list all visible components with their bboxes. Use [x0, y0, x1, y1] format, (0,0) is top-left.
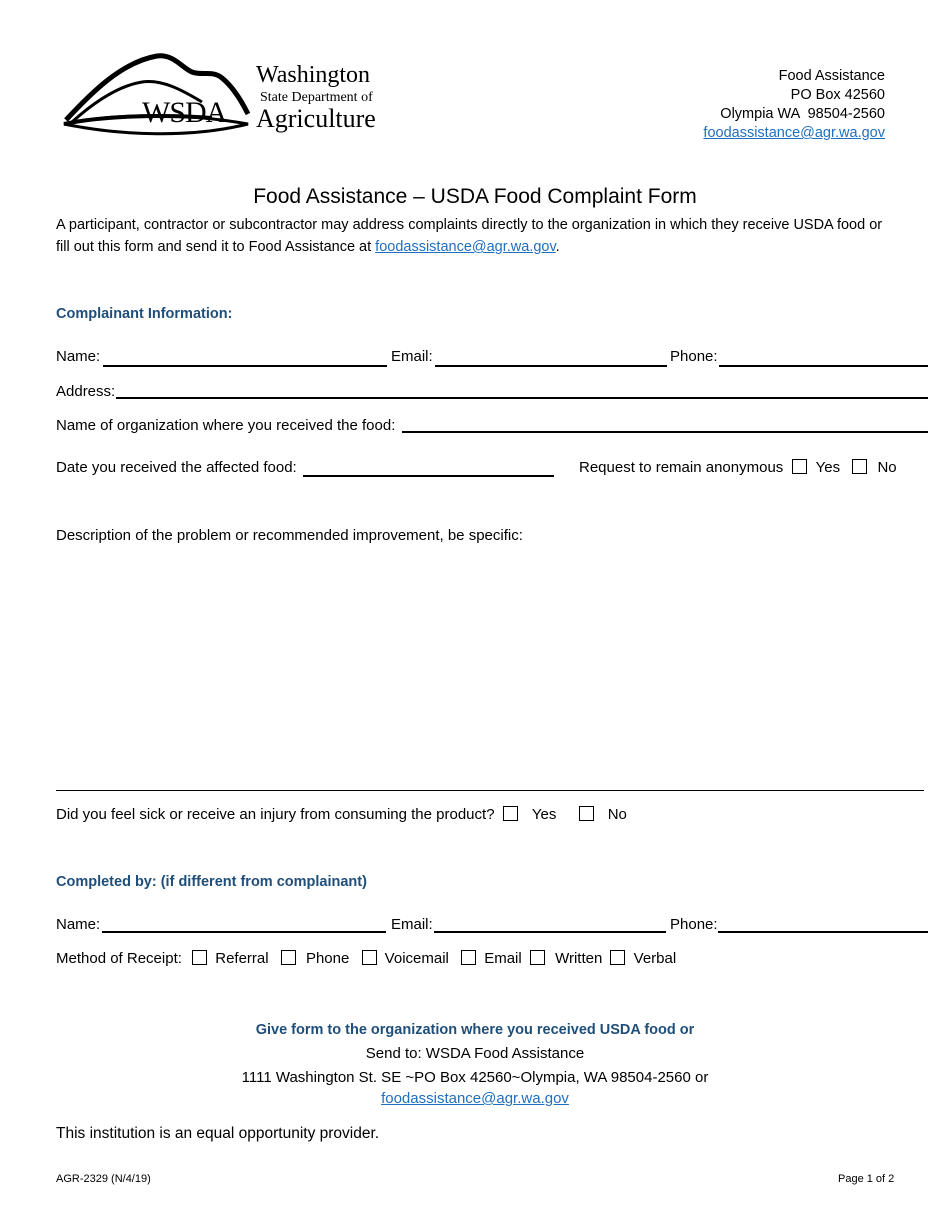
- email-field[interactable]: [435, 365, 667, 367]
- method-written-label: Written: [555, 950, 603, 967]
- form-id: AGR-2329 (N/4/19): [56, 1173, 151, 1185]
- anonymous-request: [579, 459, 897, 476]
- method-phone-checkbox[interactable]: [281, 950, 296, 965]
- org-field[interactable]: [402, 431, 928, 433]
- address-label: Address:: [56, 383, 116, 400]
- method-referral-checkbox[interactable]: [192, 950, 207, 965]
- method-of-receipt: [56, 950, 676, 967]
- anonymous-label: Request to remain anonymous: [579, 459, 784, 476]
- intro-end: .: [555, 239, 560, 255]
- sick-no-label: No: [607, 806, 627, 823]
- intro-text: A participant, contractor or subcontractor may address complaints directly to the organization in which they receive USDA food or fill out this form and send it to Food Assistance at: [56, 217, 883, 255]
- header-address: [703, 67, 885, 143]
- completed-phone-field[interactable]: [718, 931, 928, 933]
- method-voicemail-checkbox[interactable]: [362, 950, 377, 965]
- sick-no-checkbox[interactable]: [579, 806, 594, 821]
- address-box: PO Box 42560: [790, 87, 885, 103]
- page-number: Page 1 of 2: [838, 1173, 895, 1185]
- phone-field[interactable]: [719, 365, 928, 367]
- name-label: Name:: [56, 348, 101, 365]
- logo-line1: Washington: [256, 62, 371, 88]
- header-email-link[interactable]: foodassistance@agr.wa.gov: [703, 125, 885, 141]
- sick-label: Did you feel sick or receive an injury from consuming the product?: [56, 806, 495, 823]
- wsda-logo: [62, 52, 382, 142]
- completed-heading: Completed by: (if different from complainant): [56, 874, 367, 890]
- description-bottom-rule: [56, 790, 924, 791]
- completed-name-field[interactable]: [102, 931, 386, 933]
- submission-address: 1111 Washington St. SE ~PO Box 42560~Olympia, WA 98504-2560 or: [241, 1069, 709, 1086]
- method-phone-label: Phone: [305, 950, 350, 967]
- completed-email-field[interactable]: [434, 931, 666, 933]
- completed-name-label: Name:: [56, 916, 101, 933]
- sick-question: [56, 806, 627, 823]
- address-org: Food Assistance: [778, 68, 885, 84]
- method-email-label: Email: [484, 950, 522, 967]
- address-field[interactable]: [116, 397, 928, 399]
- intro-email-link[interactable]: foodassistance@agr.wa.gov: [375, 239, 556, 255]
- method-label: Method of Receipt:: [56, 950, 182, 967]
- anonymous-no-checkbox[interactable]: [852, 459, 867, 474]
- complainant-heading: Complainant Information:: [56, 306, 233, 322]
- completed-email-label: Email:: [391, 916, 433, 933]
- submission-heading: Give form to the organization where you received USDA food or: [255, 1022, 695, 1038]
- description-label: Description of the problem or recommended improvement, be specific:: [56, 527, 523, 544]
- submission-email-link[interactable]: foodassistance@agr.wa.gov: [381, 1090, 569, 1107]
- logo-abbr: WSDA: [142, 96, 227, 129]
- sick-yes-label: Yes: [531, 806, 557, 823]
- sick-yes-checkbox[interactable]: [503, 806, 518, 821]
- completed-phone-label: Phone:: [670, 916, 718, 933]
- method-voicemail-label: Voicemail: [384, 950, 449, 967]
- address-city: Olympia WA 98504-2560: [720, 106, 885, 122]
- intro-paragraph: [56, 214, 886, 258]
- method-written-checkbox[interactable]: [530, 950, 545, 965]
- equal-opportunity-statement: This institution is an equal opportunity provider.: [56, 1125, 380, 1142]
- page-title: Food Assistance – USDA Food Complaint Form: [253, 185, 697, 208]
- description-area[interactable]: [56, 550, 924, 790]
- method-verbal-checkbox[interactable]: [610, 950, 625, 965]
- submission-instructions: [0, 1018, 950, 1111]
- anonymous-yes-label: Yes: [815, 459, 841, 476]
- name-field[interactable]: [103, 365, 387, 367]
- anonymous-yes-checkbox[interactable]: [792, 459, 807, 474]
- logo-line3: Agriculture: [256, 104, 376, 133]
- submission-send-to: Send to: WSDA Food Assistance: [365, 1045, 585, 1062]
- anonymous-no-label: No: [877, 459, 897, 476]
- logo-line2: State Department of: [260, 90, 373, 105]
- method-referral-label: Referral: [215, 950, 269, 967]
- email-label: Email:: [391, 348, 433, 365]
- date-field[interactable]: [303, 475, 554, 477]
- method-verbal-label: Verbal: [633, 950, 677, 967]
- method-email-checkbox[interactable]: [461, 950, 476, 965]
- phone-label: Phone:: [670, 348, 718, 365]
- org-label: Name of organization where you received the food:: [56, 417, 396, 434]
- date-label: Date you received the affected food:: [56, 459, 297, 476]
